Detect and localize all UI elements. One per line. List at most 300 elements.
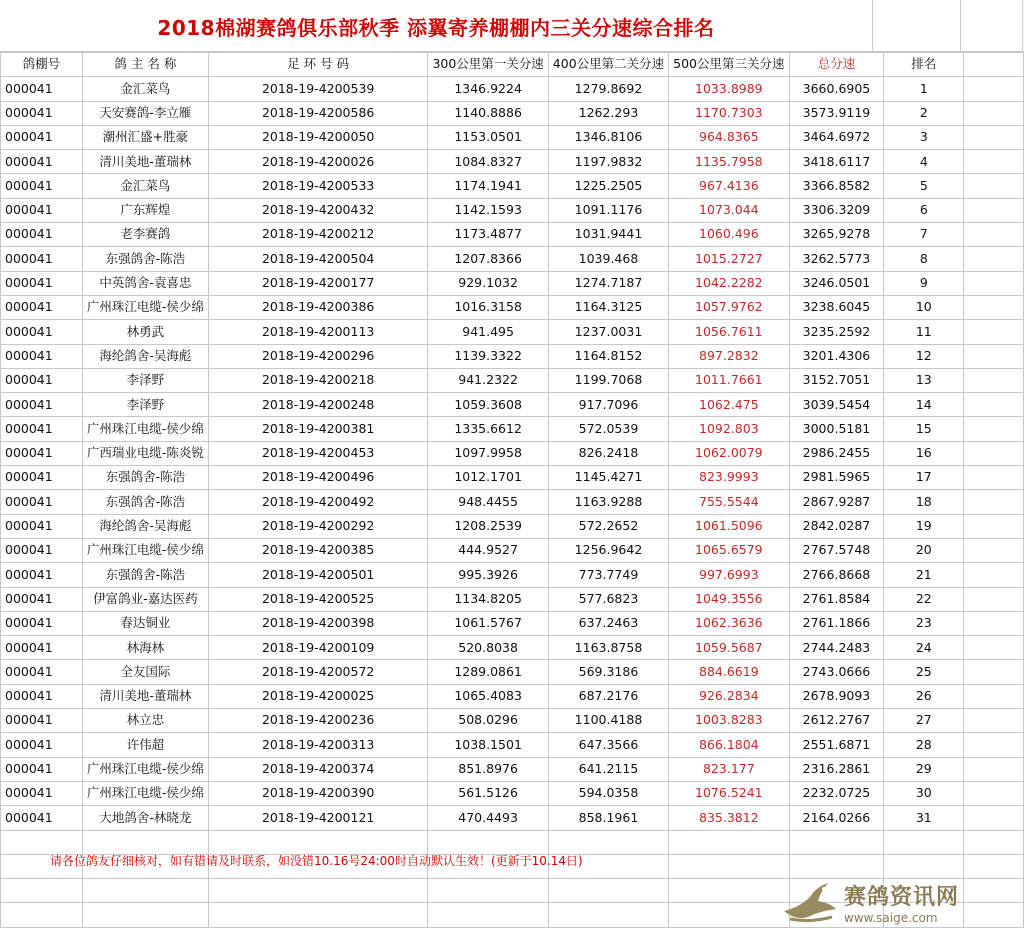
cell-s1[interactable]: 561.5126 (428, 781, 548, 805)
cell-coop[interactable]: 000041 (1, 538, 83, 562)
header-speed-500[interactable]: 500公里第三关分速 (669, 53, 789, 77)
cell-s2[interactable]: 1031.9441 (548, 223, 668, 247)
cell-rank[interactable]: 6 (884, 198, 964, 222)
cell-coop[interactable]: 000041 (1, 320, 83, 344)
cell-ring[interactable]: 2018-19-4200296 (208, 344, 428, 368)
cell-owner[interactable]: 广东辉煌 (82, 198, 208, 222)
empty-cell[interactable] (964, 466, 1024, 490)
cell-owner[interactable]: 老李赛鸽 (82, 223, 208, 247)
cell-total[interactable]: 3039.5454 (789, 393, 884, 417)
empty-cell[interactable] (1, 830, 83, 854)
cell-owner[interactable]: 广州珠江电缆-侯少绵 (82, 417, 208, 441)
cell-s2[interactable]: 1164.3125 (548, 295, 668, 319)
cell-s1[interactable]: 941.495 (428, 320, 548, 344)
cell-s2[interactable]: 1100.4188 (548, 709, 668, 733)
cell-rank[interactable]: 5 (884, 174, 964, 198)
cell-s2[interactable]: 1225.2505 (548, 174, 668, 198)
cell-s3[interactable]: 1003.8283 (669, 709, 789, 733)
cell-s1[interactable]: 941.2322 (428, 368, 548, 392)
cell-s2[interactable]: 647.3566 (548, 733, 668, 757)
cell-ring[interactable]: 2018-19-4200432 (208, 198, 428, 222)
cell-total[interactable]: 2551.6871 (789, 733, 884, 757)
cell-owner[interactable]: 东强鸽舍-陈浩 (82, 466, 208, 490)
cell-s1[interactable]: 1346.9224 (428, 77, 548, 101)
empty-cell[interactable] (964, 344, 1024, 368)
cell-ring[interactable]: 2018-19-4200212 (208, 223, 428, 247)
cell-coop[interactable]: 000041 (1, 806, 83, 830)
empty-cell[interactable] (964, 830, 1024, 854)
empty-cell[interactable] (669, 903, 789, 927)
cell-ring[interactable]: 2018-19-4200177 (208, 271, 428, 295)
cell-rank[interactable]: 15 (884, 417, 964, 441)
cell-rank[interactable]: 27 (884, 709, 964, 733)
empty-cell[interactable] (964, 223, 1024, 247)
cell-rank[interactable]: 29 (884, 757, 964, 781)
cell-ring[interactable]: 2018-19-4200398 (208, 611, 428, 635)
empty-cell[interactable] (669, 830, 789, 854)
cell-s1[interactable]: 1174.1941 (428, 174, 548, 198)
cell-owner[interactable]: 全友国际 (82, 660, 208, 684)
cell-ring[interactable]: 2018-19-4200050 (208, 125, 428, 149)
cell-s1[interactable]: 948.4455 (428, 490, 548, 514)
cell-s3[interactable]: 1062.0079 (669, 441, 789, 465)
empty-cell[interactable] (964, 538, 1024, 562)
cell-s2[interactable]: 569.3186 (548, 660, 668, 684)
cell-rank[interactable]: 24 (884, 636, 964, 660)
cell-rank[interactable]: 18 (884, 490, 964, 514)
cell-s3[interactable]: 1057.9762 (669, 295, 789, 319)
cell-ring[interactable]: 2018-19-4200492 (208, 490, 428, 514)
empty-cell[interactable] (964, 441, 1024, 465)
cell-total[interactable]: 3235.2592 (789, 320, 884, 344)
cell-s3[interactable]: 866.1804 (669, 733, 789, 757)
cell-s2[interactable]: 1274.7187 (548, 271, 668, 295)
empty-cell[interactable] (964, 53, 1024, 77)
cell-s1[interactable]: 1065.4083 (428, 684, 548, 708)
empty-cell[interactable] (964, 174, 1024, 198)
empty-cell[interactable] (964, 636, 1024, 660)
cell-rank[interactable]: 14 (884, 393, 964, 417)
cell-s2[interactable]: 1279.8692 (548, 77, 668, 101)
cell-total[interactable]: 3660.6905 (789, 77, 884, 101)
empty-cell[interactable] (548, 830, 668, 854)
cell-rank[interactable]: 22 (884, 587, 964, 611)
empty-cell[interactable] (964, 709, 1024, 733)
cell-s2[interactable]: 1145.4271 (548, 466, 668, 490)
cell-owner[interactable]: 东强鸽舍-陈浩 (82, 490, 208, 514)
cell-ring[interactable]: 2018-19-4200248 (208, 393, 428, 417)
cell-rank[interactable]: 1 (884, 77, 964, 101)
cell-owner[interactable]: 林勇武 (82, 320, 208, 344)
cell-coop[interactable]: 000041 (1, 295, 83, 319)
cell-s1[interactable]: 520.8038 (428, 636, 548, 660)
cell-s1[interactable]: 1289.0861 (428, 660, 548, 684)
cell-s2[interactable]: 1346.8106 (548, 125, 668, 149)
cell-owner[interactable]: 海纶鸽舍-吴海彪 (82, 514, 208, 538)
cell-owner[interactable]: 清川美地-董瑞林 (82, 150, 208, 174)
cell-s2[interactable]: 826.2418 (548, 441, 668, 465)
cell-rank[interactable]: 9 (884, 271, 964, 295)
cell-s2[interactable]: 1197.9832 (548, 150, 668, 174)
cell-s2[interactable]: 1237.0031 (548, 320, 668, 344)
cell-rank[interactable]: 12 (884, 344, 964, 368)
cell-ring[interactable]: 2018-19-4200385 (208, 538, 428, 562)
cell-coop[interactable]: 000041 (1, 441, 83, 465)
cell-coop[interactable]: 000041 (1, 563, 83, 587)
cell-owner[interactable]: 广州珠江电缆-侯少绵 (82, 781, 208, 805)
cell-s2[interactable]: 1262.293 (548, 101, 668, 125)
cell-s3[interactable]: 1073.044 (669, 198, 789, 222)
cell-owner[interactable]: 大地鸽舍-林晓龙 (82, 806, 208, 830)
empty-cell[interactable] (964, 757, 1024, 781)
cell-ring[interactable]: 2018-19-4200109 (208, 636, 428, 660)
empty-cell[interactable] (964, 514, 1024, 538)
cell-rank[interactable]: 4 (884, 150, 964, 174)
cell-owner[interactable]: 许伟超 (82, 733, 208, 757)
cell-s1[interactable]: 1097.9958 (428, 441, 548, 465)
cell-s1[interactable]: 929.1032 (428, 271, 548, 295)
header-coop[interactable]: 鸽棚号 (1, 53, 83, 77)
cell-s3[interactable]: 1056.7611 (669, 320, 789, 344)
empty-cell[interactable] (964, 320, 1024, 344)
cell-s1[interactable]: 1140.8886 (428, 101, 548, 125)
cell-ring[interactable]: 2018-19-4200025 (208, 684, 428, 708)
cell-s3[interactable]: 1060.496 (669, 223, 789, 247)
empty-cell[interactable] (964, 150, 1024, 174)
cell-owner[interactable]: 东强鸽舍-陈浩 (82, 563, 208, 587)
cell-ring[interactable]: 2018-19-4200496 (208, 466, 428, 490)
cell-s3[interactable]: 823.177 (669, 757, 789, 781)
header-total[interactable]: 总分速 (789, 53, 884, 77)
cell-s1[interactable]: 1208.2539 (428, 514, 548, 538)
cell-s3[interactable]: 1059.5687 (669, 636, 789, 660)
cell-coop[interactable]: 000041 (1, 101, 83, 125)
empty-cell[interactable] (82, 903, 208, 927)
cell-ring[interactable]: 2018-19-4200539 (208, 77, 428, 101)
cell-total[interactable]: 2767.5748 (789, 538, 884, 562)
cell-ring[interactable]: 2018-19-4200236 (208, 709, 428, 733)
cell-owner[interactable]: 广州珠江电缆-侯少绵 (82, 757, 208, 781)
cell-rank[interactable]: 25 (884, 660, 964, 684)
cell-coop[interactable]: 000041 (1, 466, 83, 490)
empty-cell[interactable] (1, 879, 83, 903)
cell-s3[interactable]: 964.8365 (669, 125, 789, 149)
empty-cell[interactable] (964, 733, 1024, 757)
cell-rank[interactable]: 31 (884, 806, 964, 830)
cell-s2[interactable]: 1199.7068 (548, 368, 668, 392)
cell-coop[interactable]: 000041 (1, 757, 83, 781)
empty-cell[interactable] (964, 563, 1024, 587)
cell-ring[interactable]: 2018-19-4200292 (208, 514, 428, 538)
cell-total[interactable]: 2761.1866 (789, 611, 884, 635)
cell-owner[interactable]: 东强鸽舍-陈浩 (82, 247, 208, 271)
cell-ring[interactable]: 2018-19-4200381 (208, 417, 428, 441)
cell-s3[interactable]: 1061.5096 (669, 514, 789, 538)
cell-s1[interactable]: 1173.4877 (428, 223, 548, 247)
cell-coop[interactable]: 000041 (1, 781, 83, 805)
cell-total[interactable]: 2744.2483 (789, 636, 884, 660)
cell-total[interactable]: 3238.6045 (789, 295, 884, 319)
cell-s3[interactable]: 926.2834 (669, 684, 789, 708)
cell-ring[interactable]: 2018-19-4200313 (208, 733, 428, 757)
cell-s3[interactable]: 835.3812 (669, 806, 789, 830)
cell-ring[interactable]: 2018-19-4200218 (208, 368, 428, 392)
cell-coop[interactable]: 000041 (1, 393, 83, 417)
cell-coop[interactable]: 000041 (1, 271, 83, 295)
cell-s3[interactable]: 1062.475 (669, 393, 789, 417)
cell-owner[interactable]: 潮州汇盛+胜豪 (82, 125, 208, 149)
cell-total[interactable]: 2867.9287 (789, 490, 884, 514)
cell-s2[interactable]: 1163.9288 (548, 490, 668, 514)
cell-s2[interactable]: 1091.1176 (548, 198, 668, 222)
cell-s2[interactable]: 637.2463 (548, 611, 668, 635)
cell-rank[interactable]: 19 (884, 514, 964, 538)
cell-rank[interactable]: 20 (884, 538, 964, 562)
cell-total[interactable]: 2232.0725 (789, 781, 884, 805)
empty-cell[interactable] (964, 587, 1024, 611)
empty-cell[interactable] (669, 879, 789, 903)
cell-ring[interactable]: 2018-19-4200533 (208, 174, 428, 198)
cell-ring[interactable]: 2018-19-4200501 (208, 563, 428, 587)
cell-ring[interactable]: 2018-19-4200572 (208, 660, 428, 684)
cell-s1[interactable]: 851.8976 (428, 757, 548, 781)
cell-s1[interactable]: 1207.8366 (428, 247, 548, 271)
cell-ring[interactable]: 2018-19-4200374 (208, 757, 428, 781)
cell-rank[interactable]: 10 (884, 295, 964, 319)
cell-total[interactable]: 3262.5773 (789, 247, 884, 271)
cell-coop[interactable]: 000041 (1, 174, 83, 198)
cell-owner[interactable]: 广州珠江电缆-侯少绵 (82, 538, 208, 562)
cell-total[interactable]: 2164.0266 (789, 806, 884, 830)
cell-owner[interactable]: 金汇菜鸟 (82, 174, 208, 198)
cell-s3[interactable]: 1033.8989 (669, 77, 789, 101)
cell-s2[interactable]: 687.2176 (548, 684, 668, 708)
cell-s1[interactable]: 1153.0501 (428, 125, 548, 149)
cell-s3[interactable]: 755.5544 (669, 490, 789, 514)
empty-cell[interactable] (964, 198, 1024, 222)
empty-cell[interactable] (208, 903, 428, 927)
cell-owner[interactable]: 中英鸽舍-袁喜忠 (82, 271, 208, 295)
cell-s2[interactable]: 572.0539 (548, 417, 668, 441)
empty-cell[interactable] (208, 830, 428, 854)
cell-coop[interactable]: 000041 (1, 150, 83, 174)
cell-coop[interactable]: 000041 (1, 684, 83, 708)
cell-rank[interactable]: 30 (884, 781, 964, 805)
empty-cell[interactable] (964, 393, 1024, 417)
cell-rank[interactable]: 26 (884, 684, 964, 708)
cell-rank[interactable]: 17 (884, 466, 964, 490)
cell-coop[interactable]: 000041 (1, 636, 83, 660)
cell-coop[interactable]: 000041 (1, 223, 83, 247)
cell-s2[interactable]: 594.0358 (548, 781, 668, 805)
cell-s3[interactable]: 1135.7958 (669, 150, 789, 174)
cell-coop[interactable]: 000041 (1, 733, 83, 757)
cell-rank[interactable]: 2 (884, 101, 964, 125)
cell-coop[interactable]: 000041 (1, 611, 83, 635)
cell-s3[interactable]: 1042.2282 (669, 271, 789, 295)
header-ring[interactable]: 足 环 号 码 (208, 53, 428, 77)
cell-total[interactable]: 3246.0501 (789, 271, 884, 295)
cell-owner[interactable]: 春达铜业 (82, 611, 208, 635)
cell-rank[interactable]: 8 (884, 247, 964, 271)
cell-s1[interactable]: 995.3926 (428, 563, 548, 587)
cell-s1[interactable]: 470.4493 (428, 806, 548, 830)
cell-total[interactable]: 2612.2767 (789, 709, 884, 733)
empty-cell[interactable] (964, 77, 1024, 101)
cell-owner[interactable]: 清川美地-董瑞林 (82, 684, 208, 708)
cell-total[interactable]: 3265.9278 (789, 223, 884, 247)
cell-rank[interactable]: 3 (884, 125, 964, 149)
cell-s1[interactable]: 1059.3608 (428, 393, 548, 417)
empty-cell[interactable] (964, 368, 1024, 392)
empty-cell[interactable] (789, 830, 884, 854)
cell-s2[interactable]: 773.7749 (548, 563, 668, 587)
empty-cell[interactable] (964, 295, 1024, 319)
cell-coop[interactable]: 000041 (1, 587, 83, 611)
cell-s1[interactable]: 1134.8205 (428, 587, 548, 611)
empty-cell[interactable] (669, 854, 789, 878)
empty-cell[interactable] (964, 854, 1024, 878)
empty-cell[interactable] (208, 879, 428, 903)
empty-cell[interactable] (964, 101, 1024, 125)
cell-total[interactable]: 3464.6972 (789, 125, 884, 149)
cell-s3[interactable]: 897.2832 (669, 344, 789, 368)
empty-cell[interactable] (428, 903, 548, 927)
cell-total[interactable]: 3152.7051 (789, 368, 884, 392)
cell-rank[interactable]: 23 (884, 611, 964, 635)
cell-s1[interactable]: 1139.3322 (428, 344, 548, 368)
cell-coop[interactable]: 000041 (1, 660, 83, 684)
cell-s3[interactable]: 1011.7661 (669, 368, 789, 392)
cell-owner[interactable]: 李泽野 (82, 393, 208, 417)
cell-total[interactable]: 3418.6117 (789, 150, 884, 174)
cell-s2[interactable]: 917.7096 (548, 393, 668, 417)
cell-owner[interactable]: 广西瑞业电缆-陈炎锐 (82, 441, 208, 465)
cell-coop[interactable]: 000041 (1, 490, 83, 514)
cell-s3[interactable]: 1049.3556 (669, 587, 789, 611)
cell-s1[interactable]: 508.0296 (428, 709, 548, 733)
cell-total[interactable]: 2316.2861 (789, 757, 884, 781)
cell-coop[interactable]: 000041 (1, 125, 83, 149)
empty-cell[interactable] (548, 879, 668, 903)
cell-owner[interactable]: 伊富鸽业-嘉达医药 (82, 587, 208, 611)
cell-coop[interactable]: 000041 (1, 514, 83, 538)
cell-s2[interactable]: 572.2652 (548, 514, 668, 538)
cell-coop[interactable]: 000041 (1, 344, 83, 368)
empty-cell[interactable] (428, 830, 548, 854)
cell-s3[interactable]: 1076.5241 (669, 781, 789, 805)
cell-s3[interactable]: 1015.2727 (669, 247, 789, 271)
cell-total[interactable]: 2743.0666 (789, 660, 884, 684)
cell-s3[interactable]: 1062.3636 (669, 611, 789, 635)
cell-total[interactable]: 3201.4306 (789, 344, 884, 368)
cell-owner[interactable]: 广州珠江电缆-侯少绵 (82, 295, 208, 319)
header-owner[interactable]: 鸽 主 名 称 (82, 53, 208, 77)
cell-s3[interactable]: 1170.7303 (669, 101, 789, 125)
cell-total[interactable]: 2986.2455 (789, 441, 884, 465)
empty-cell[interactable] (964, 417, 1024, 441)
cell-ring[interactable]: 2018-19-4200453 (208, 441, 428, 465)
cell-owner[interactable]: 林立忠 (82, 709, 208, 733)
empty-cell[interactable] (548, 903, 668, 927)
empty-cell[interactable] (964, 806, 1024, 830)
cell-total[interactable]: 2842.0287 (789, 514, 884, 538)
cell-s3[interactable]: 823.9993 (669, 466, 789, 490)
cell-ring[interactable]: 2018-19-4200586 (208, 101, 428, 125)
cell-coop[interactable]: 000041 (1, 247, 83, 271)
cell-owner[interactable]: 天安赛鸽-李立雁 (82, 101, 208, 125)
cell-s1[interactable]: 1038.1501 (428, 733, 548, 757)
empty-cell[interactable] (964, 271, 1024, 295)
cell-s3[interactable]: 967.4136 (669, 174, 789, 198)
cell-coop[interactable]: 000041 (1, 368, 83, 392)
cell-ring[interactable]: 2018-19-4200113 (208, 320, 428, 344)
empty-cell[interactable] (789, 854, 884, 878)
cell-total[interactable]: 2766.8668 (789, 563, 884, 587)
cell-coop[interactable]: 000041 (1, 709, 83, 733)
cell-owner[interactable]: 金汇菜鸟 (82, 77, 208, 101)
cell-coop[interactable]: 000041 (1, 417, 83, 441)
cell-s2[interactable]: 577.6823 (548, 587, 668, 611)
cell-s3[interactable]: 1092.803 (669, 417, 789, 441)
cell-s1[interactable]: 444.9527 (428, 538, 548, 562)
empty-cell[interactable] (82, 879, 208, 903)
cell-s1[interactable]: 1016.3158 (428, 295, 548, 319)
cell-total[interactable]: 2981.5965 (789, 466, 884, 490)
empty-cell[interactable] (884, 830, 964, 854)
cell-s1[interactable]: 1142.1593 (428, 198, 548, 222)
header-rank[interactable]: 排名 (884, 53, 964, 77)
cell-s2[interactable]: 1164.8152 (548, 344, 668, 368)
cell-coop[interactable]: 000041 (1, 77, 83, 101)
cell-owner[interactable]: 李泽野 (82, 368, 208, 392)
cell-coop[interactable]: 000041 (1, 198, 83, 222)
cell-total[interactable]: 3366.8582 (789, 174, 884, 198)
empty-cell[interactable] (428, 879, 548, 903)
cell-total[interactable]: 2761.8584 (789, 587, 884, 611)
cell-total[interactable]: 3000.5181 (789, 417, 884, 441)
cell-total[interactable]: 3306.3209 (789, 198, 884, 222)
cell-owner[interactable]: 林海林 (82, 636, 208, 660)
cell-ring[interactable]: 2018-19-4200390 (208, 781, 428, 805)
empty-cell[interactable] (964, 247, 1024, 271)
cell-rank[interactable]: 13 (884, 368, 964, 392)
empty-cell[interactable] (964, 781, 1024, 805)
cell-s3[interactable]: 884.6619 (669, 660, 789, 684)
cell-s1[interactable]: 1335.6612 (428, 417, 548, 441)
header-speed-400[interactable]: 400公里第二关分速 (548, 53, 668, 77)
cell-total[interactable]: 2678.9093 (789, 684, 884, 708)
cell-ring[interactable]: 2018-19-4200026 (208, 150, 428, 174)
cell-s2[interactable]: 858.1961 (548, 806, 668, 830)
empty-cell[interactable] (964, 660, 1024, 684)
empty-cell[interactable] (964, 490, 1024, 514)
cell-rank[interactable]: 28 (884, 733, 964, 757)
empty-cell[interactable] (964, 611, 1024, 635)
cell-ring[interactable]: 2018-19-4200121 (208, 806, 428, 830)
cell-s3[interactable]: 1065.6579 (669, 538, 789, 562)
empty-cell[interactable] (964, 684, 1024, 708)
cell-s3[interactable]: 997.6993 (669, 563, 789, 587)
cell-rank[interactable]: 11 (884, 320, 964, 344)
empty-cell[interactable] (964, 125, 1024, 149)
cell-s2[interactable]: 1163.8758 (548, 636, 668, 660)
cell-rank[interactable]: 16 (884, 441, 964, 465)
cell-rank[interactable]: 21 (884, 563, 964, 587)
cell-owner[interactable]: 海纶鸽舍-吴海彪 (82, 344, 208, 368)
cell-s2[interactable]: 641.2115 (548, 757, 668, 781)
cell-s1[interactable]: 1012.1701 (428, 466, 548, 490)
